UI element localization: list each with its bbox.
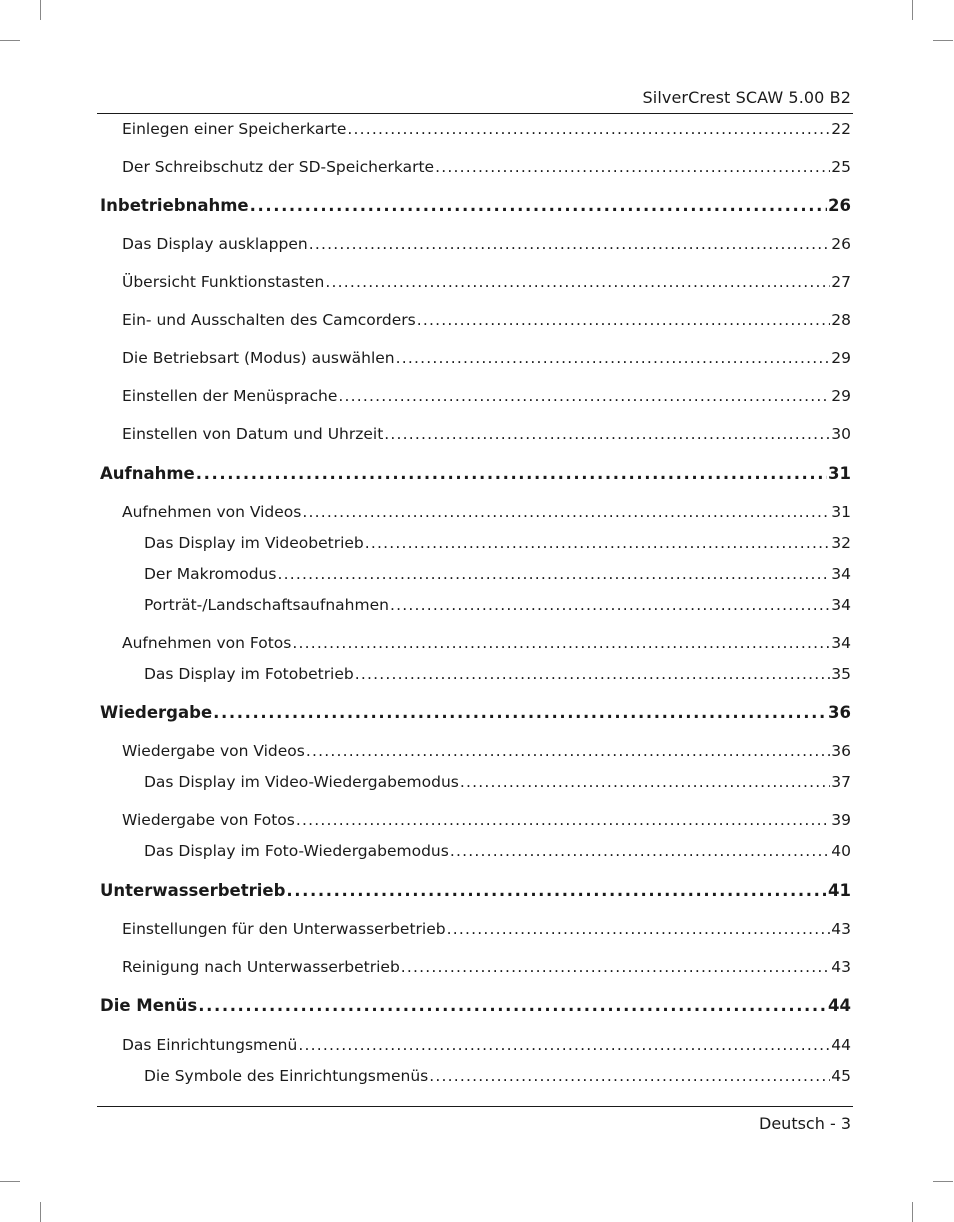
toc-entry[interactable] xyxy=(97,663,851,685)
footer-rule xyxy=(97,1106,853,1107)
dot-leader xyxy=(286,880,827,902)
toc-entry-page-number: 31 xyxy=(831,503,851,521)
dot-leader xyxy=(338,385,830,407)
crop-mark xyxy=(912,0,913,20)
toc-entry[interactable] xyxy=(97,563,851,585)
toc-entry-page-number: 34 xyxy=(831,565,851,583)
toc-entry-page-number: 27 xyxy=(831,273,851,291)
toc-chapter[interactable] xyxy=(97,880,851,902)
toc-entry-title: Das Display im Videobetrieb xyxy=(144,534,364,552)
toc-entry-title: Unterwasserbetrieb xyxy=(100,881,286,900)
toc-entry-title: Aufnehmen von Videos xyxy=(122,503,302,521)
toc-entry-page-number: 44 xyxy=(831,1036,851,1054)
dot-leader xyxy=(198,995,827,1017)
crop-mark xyxy=(0,1181,20,1182)
toc-entry-page-number: 44 xyxy=(828,996,851,1015)
running-header: SilverCrest SCAW 5.00 B2 xyxy=(642,88,851,107)
toc-entry-page-number: 26 xyxy=(831,235,851,253)
toc-entry-page-number: 28 xyxy=(831,311,851,329)
toc-entry-title: Das Display ausklappen xyxy=(122,235,308,253)
toc-entry[interactable] xyxy=(97,771,851,793)
toc-entry-title: Der Schreibschutz der SD-Speicherkarte xyxy=(122,158,435,176)
dot-leader xyxy=(401,956,830,978)
dot-leader xyxy=(384,423,830,445)
crop-mark xyxy=(933,40,953,41)
dot-leader xyxy=(306,740,830,762)
toc-entry-title: Wiedergabe xyxy=(100,703,213,722)
toc-entry-title: Inbetriebnahme xyxy=(100,196,249,215)
crop-mark xyxy=(0,40,20,41)
toc-entry[interactable] xyxy=(97,956,851,978)
toc-entry[interactable] xyxy=(97,1065,851,1087)
toc-entry[interactable] xyxy=(97,740,851,762)
toc-entry[interactable] xyxy=(97,309,851,331)
toc-entry-page-number: 29 xyxy=(831,349,851,367)
toc-entry-page-number: 32 xyxy=(831,534,851,552)
crop-mark xyxy=(933,1181,953,1182)
toc-entry[interactable] xyxy=(97,840,851,862)
toc-chapter[interactable] xyxy=(97,995,851,1017)
toc-entry-page-number: 30 xyxy=(831,425,851,443)
toc-entry-title: Der Makromodus xyxy=(144,565,277,583)
toc-entry-page-number: 43 xyxy=(831,958,851,976)
toc-chapter[interactable] xyxy=(97,195,851,217)
toc-entry-page-number: 45 xyxy=(831,1067,851,1085)
toc-entry-title: Porträt-/Landschaftsaufnahmen xyxy=(144,596,389,614)
toc-entry-title: Aufnahme xyxy=(100,464,195,483)
dot-leader xyxy=(325,271,830,293)
toc-entry-title: Die Symbole des Einrichtungsmenüs xyxy=(144,1067,429,1085)
crop-mark xyxy=(40,0,41,20)
dot-leader xyxy=(396,347,831,369)
toc-entry-title: Einstellungen für den Unterwasserbetrieb xyxy=(122,920,446,938)
toc-entry-title: Einstellen der Menüsprache xyxy=(122,387,338,405)
toc-entry-page-number: 31 xyxy=(828,464,851,483)
dot-leader xyxy=(347,118,830,140)
crop-mark xyxy=(40,1202,41,1222)
dot-leader xyxy=(213,702,827,724)
dot-leader xyxy=(292,632,830,654)
toc-entry-title: Die Menüs xyxy=(100,996,198,1015)
toc-entry[interactable] xyxy=(97,1034,851,1056)
dot-leader xyxy=(296,809,830,831)
toc-entry-title: Das Display im Foto-Wiedergabemodus xyxy=(144,842,449,860)
dot-leader xyxy=(309,233,831,255)
dot-leader xyxy=(435,156,830,178)
toc-entry[interactable] xyxy=(97,594,851,616)
header-rule xyxy=(97,113,853,114)
dot-leader xyxy=(417,309,831,331)
toc-entry-title: Ein- und Ausschalten des Camcorders xyxy=(122,311,416,329)
toc-entry-title: Wiedergabe von Videos xyxy=(122,742,305,760)
toc-chapter[interactable] xyxy=(97,463,851,485)
toc-entry-title: Wiedergabe von Fotos xyxy=(122,811,295,829)
toc-entry-page-number: 34 xyxy=(831,634,851,652)
dot-leader xyxy=(250,195,827,217)
toc-entry[interactable] xyxy=(97,385,851,407)
dot-leader xyxy=(390,594,830,616)
dot-leader xyxy=(355,663,831,685)
dot-leader xyxy=(302,501,830,523)
toc-entry-page-number: 22 xyxy=(831,120,851,138)
toc-entry-title: Einstellen von Datum und Uhrzeit xyxy=(122,425,384,443)
dot-leader xyxy=(277,563,830,585)
toc-entry[interactable] xyxy=(97,118,851,140)
toc-entry[interactable] xyxy=(97,501,851,523)
dot-leader xyxy=(447,918,831,940)
toc-entry-page-number: 41 xyxy=(828,881,851,900)
dot-leader xyxy=(196,463,827,485)
toc-entry[interactable] xyxy=(97,532,851,554)
dot-leader xyxy=(460,771,830,793)
toc-entry[interactable] xyxy=(97,271,851,293)
toc-entry-page-number: 25 xyxy=(831,158,851,176)
toc-entry[interactable] xyxy=(97,809,851,831)
toc-entry[interactable] xyxy=(97,233,851,255)
toc-entry-page-number: 43 xyxy=(831,920,851,938)
toc-entry[interactable] xyxy=(97,156,851,178)
toc-entry-page-number: 35 xyxy=(831,665,851,683)
toc-entry-title: Das Einrichtungsmenü xyxy=(122,1036,298,1054)
crop-mark xyxy=(912,1202,913,1222)
toc-entry-title: Einlegen einer Speicherkarte xyxy=(122,120,347,138)
dot-leader xyxy=(365,532,831,554)
dot-leader xyxy=(429,1065,830,1087)
dot-leader xyxy=(298,1034,830,1056)
toc-entry[interactable] xyxy=(97,632,851,654)
toc-entry-page-number: 40 xyxy=(831,842,851,860)
toc-entry-page-number: 36 xyxy=(831,742,851,760)
running-footer: Deutsch - 3 xyxy=(759,1114,851,1133)
toc-entry-title: Reinigung nach Unterwasserbetrieb xyxy=(122,958,400,976)
toc-entry[interactable] xyxy=(97,918,851,940)
toc-entry-title: Aufnehmen von Fotos xyxy=(122,634,292,652)
toc-entry-page-number: 39 xyxy=(831,811,851,829)
toc-entry[interactable] xyxy=(97,347,851,369)
toc-entry-title: Die Betriebsart (Modus) auswählen xyxy=(122,349,395,367)
toc-entry-page-number: 26 xyxy=(828,196,851,215)
document-page xyxy=(97,0,853,1222)
toc-entry-title: Übersicht Funktionstasten xyxy=(122,273,325,291)
toc-entry-page-number: 36 xyxy=(828,703,851,722)
toc-entry-page-number: 29 xyxy=(831,387,851,405)
dot-leader xyxy=(450,840,830,862)
toc-entry[interactable] xyxy=(97,423,851,445)
toc-entry-title: Das Display im Video-Wiedergabemodus xyxy=(144,773,459,791)
toc-entry-page-number: 34 xyxy=(831,596,851,614)
toc-chapter[interactable] xyxy=(97,702,851,724)
toc-entry-title: Das Display im Fotobetrieb xyxy=(144,665,354,683)
toc-entry-page-number: 37 xyxy=(831,773,851,791)
